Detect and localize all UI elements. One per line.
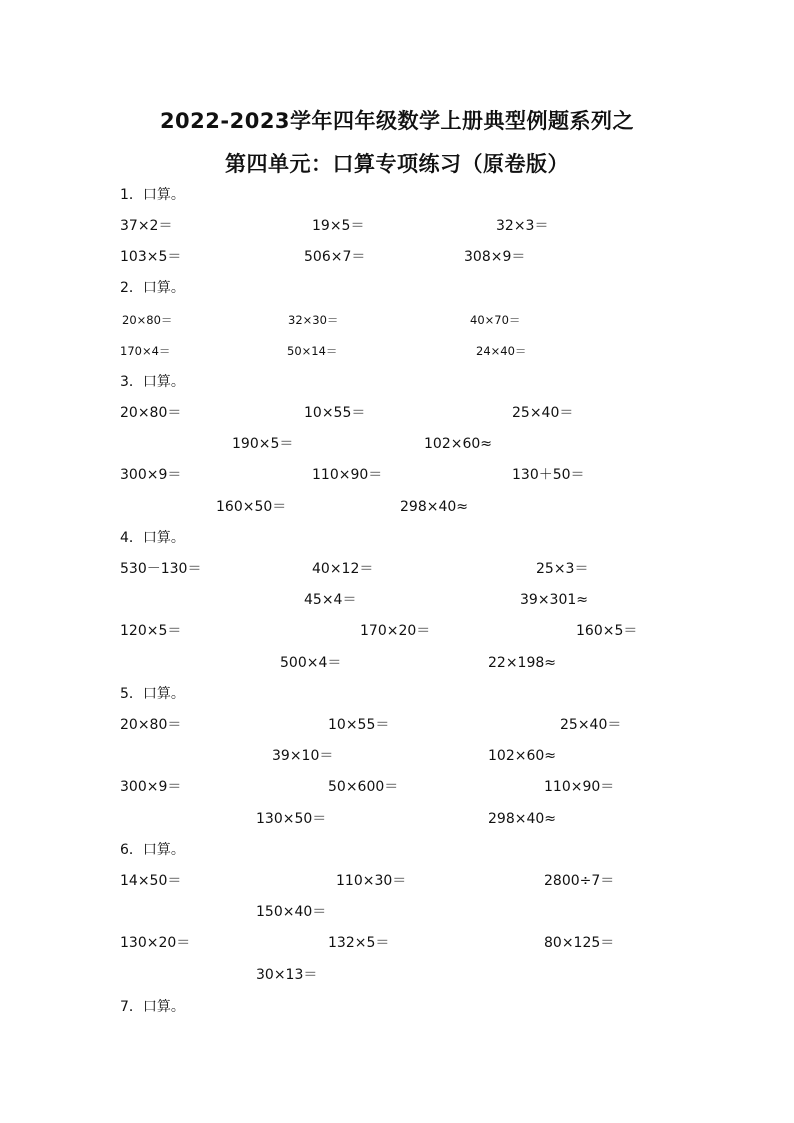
problem: 130×20＝ <box>120 935 191 951</box>
problem: 308×9＝ <box>464 249 526 265</box>
problem: 110×90＝ <box>312 467 383 483</box>
problem: 20×80＝ <box>122 313 173 327</box>
problem: 20×80＝ <box>120 717 182 733</box>
problem: 500×4＝ <box>280 655 342 671</box>
problem: 30×13＝ <box>256 967 318 983</box>
problem: 40×70＝ <box>470 313 521 327</box>
section-heading-2: 2．口算。 <box>120 280 185 296</box>
problem: 190×5＝ <box>232 436 294 452</box>
problem: 45×4＝ <box>304 592 357 608</box>
problem: 22×198≈ <box>488 655 556 671</box>
problem: 170×20＝ <box>360 623 431 639</box>
section-heading-4: 4．口算。 <box>120 530 185 546</box>
problem: 25×40＝ <box>512 405 574 421</box>
problem: 120×5＝ <box>120 623 182 639</box>
document-title: 2022-2023学年四年级数学上册典型例题系列之 <box>159 109 635 133</box>
problem: 39×301≈ <box>520 592 588 608</box>
problem: 130×50＝ <box>256 811 327 827</box>
section-heading-6: 6．口算。 <box>120 842 185 858</box>
problem: 50×14＝ <box>287 344 338 358</box>
problem: 110×90＝ <box>544 779 615 795</box>
problem: 150×40＝ <box>256 904 327 920</box>
problem: 14×50＝ <box>120 873 182 889</box>
problem: 298×40≈ <box>400 499 468 515</box>
problem: 2800÷7＝ <box>544 873 615 889</box>
problem: 530－130＝ <box>120 561 202 577</box>
problem: 20×80＝ <box>120 405 182 421</box>
problem: 25×3＝ <box>536 561 589 577</box>
problem: 25×40＝ <box>560 717 622 733</box>
problem: 110×30＝ <box>336 873 407 889</box>
problem: 160×5＝ <box>576 623 638 639</box>
document-subtitle: 第四单元：口算专项练习（原卷版） <box>225 152 569 176</box>
problem: 300×9＝ <box>120 467 182 483</box>
problem: 130＋50＝ <box>512 467 585 483</box>
problem: 24×40＝ <box>476 344 527 358</box>
problem: 50×600＝ <box>328 779 399 795</box>
problem: 10×55＝ <box>328 717 390 733</box>
problem: 19×5＝ <box>312 218 365 234</box>
problem: 506×7＝ <box>304 249 366 265</box>
problem: 102×60≈ <box>424 436 492 452</box>
section-heading-5: 5．口算。 <box>120 686 185 702</box>
problem: 103×5＝ <box>120 249 182 265</box>
section-heading-1: 1．口算。 <box>120 187 185 203</box>
problem: 32×30＝ <box>288 313 339 327</box>
problem: 298×40≈ <box>488 811 556 827</box>
problem: 170×4＝ <box>120 344 171 358</box>
problem: 37×2＝ <box>120 218 173 234</box>
problem: 300×9＝ <box>120 779 182 795</box>
problem: 40×12＝ <box>312 561 374 577</box>
problem: 39×10＝ <box>272 748 334 764</box>
section-heading-3: 3．口算。 <box>120 374 185 390</box>
problem: 102×60≈ <box>488 748 556 764</box>
section-heading-7: 7．口算。 <box>120 999 185 1015</box>
problem: 10×55＝ <box>304 405 366 421</box>
problem: 160×50＝ <box>216 499 287 515</box>
problem: 80×125＝ <box>544 935 615 951</box>
problem: 132×5＝ <box>328 935 390 951</box>
problem: 32×3＝ <box>496 218 549 234</box>
